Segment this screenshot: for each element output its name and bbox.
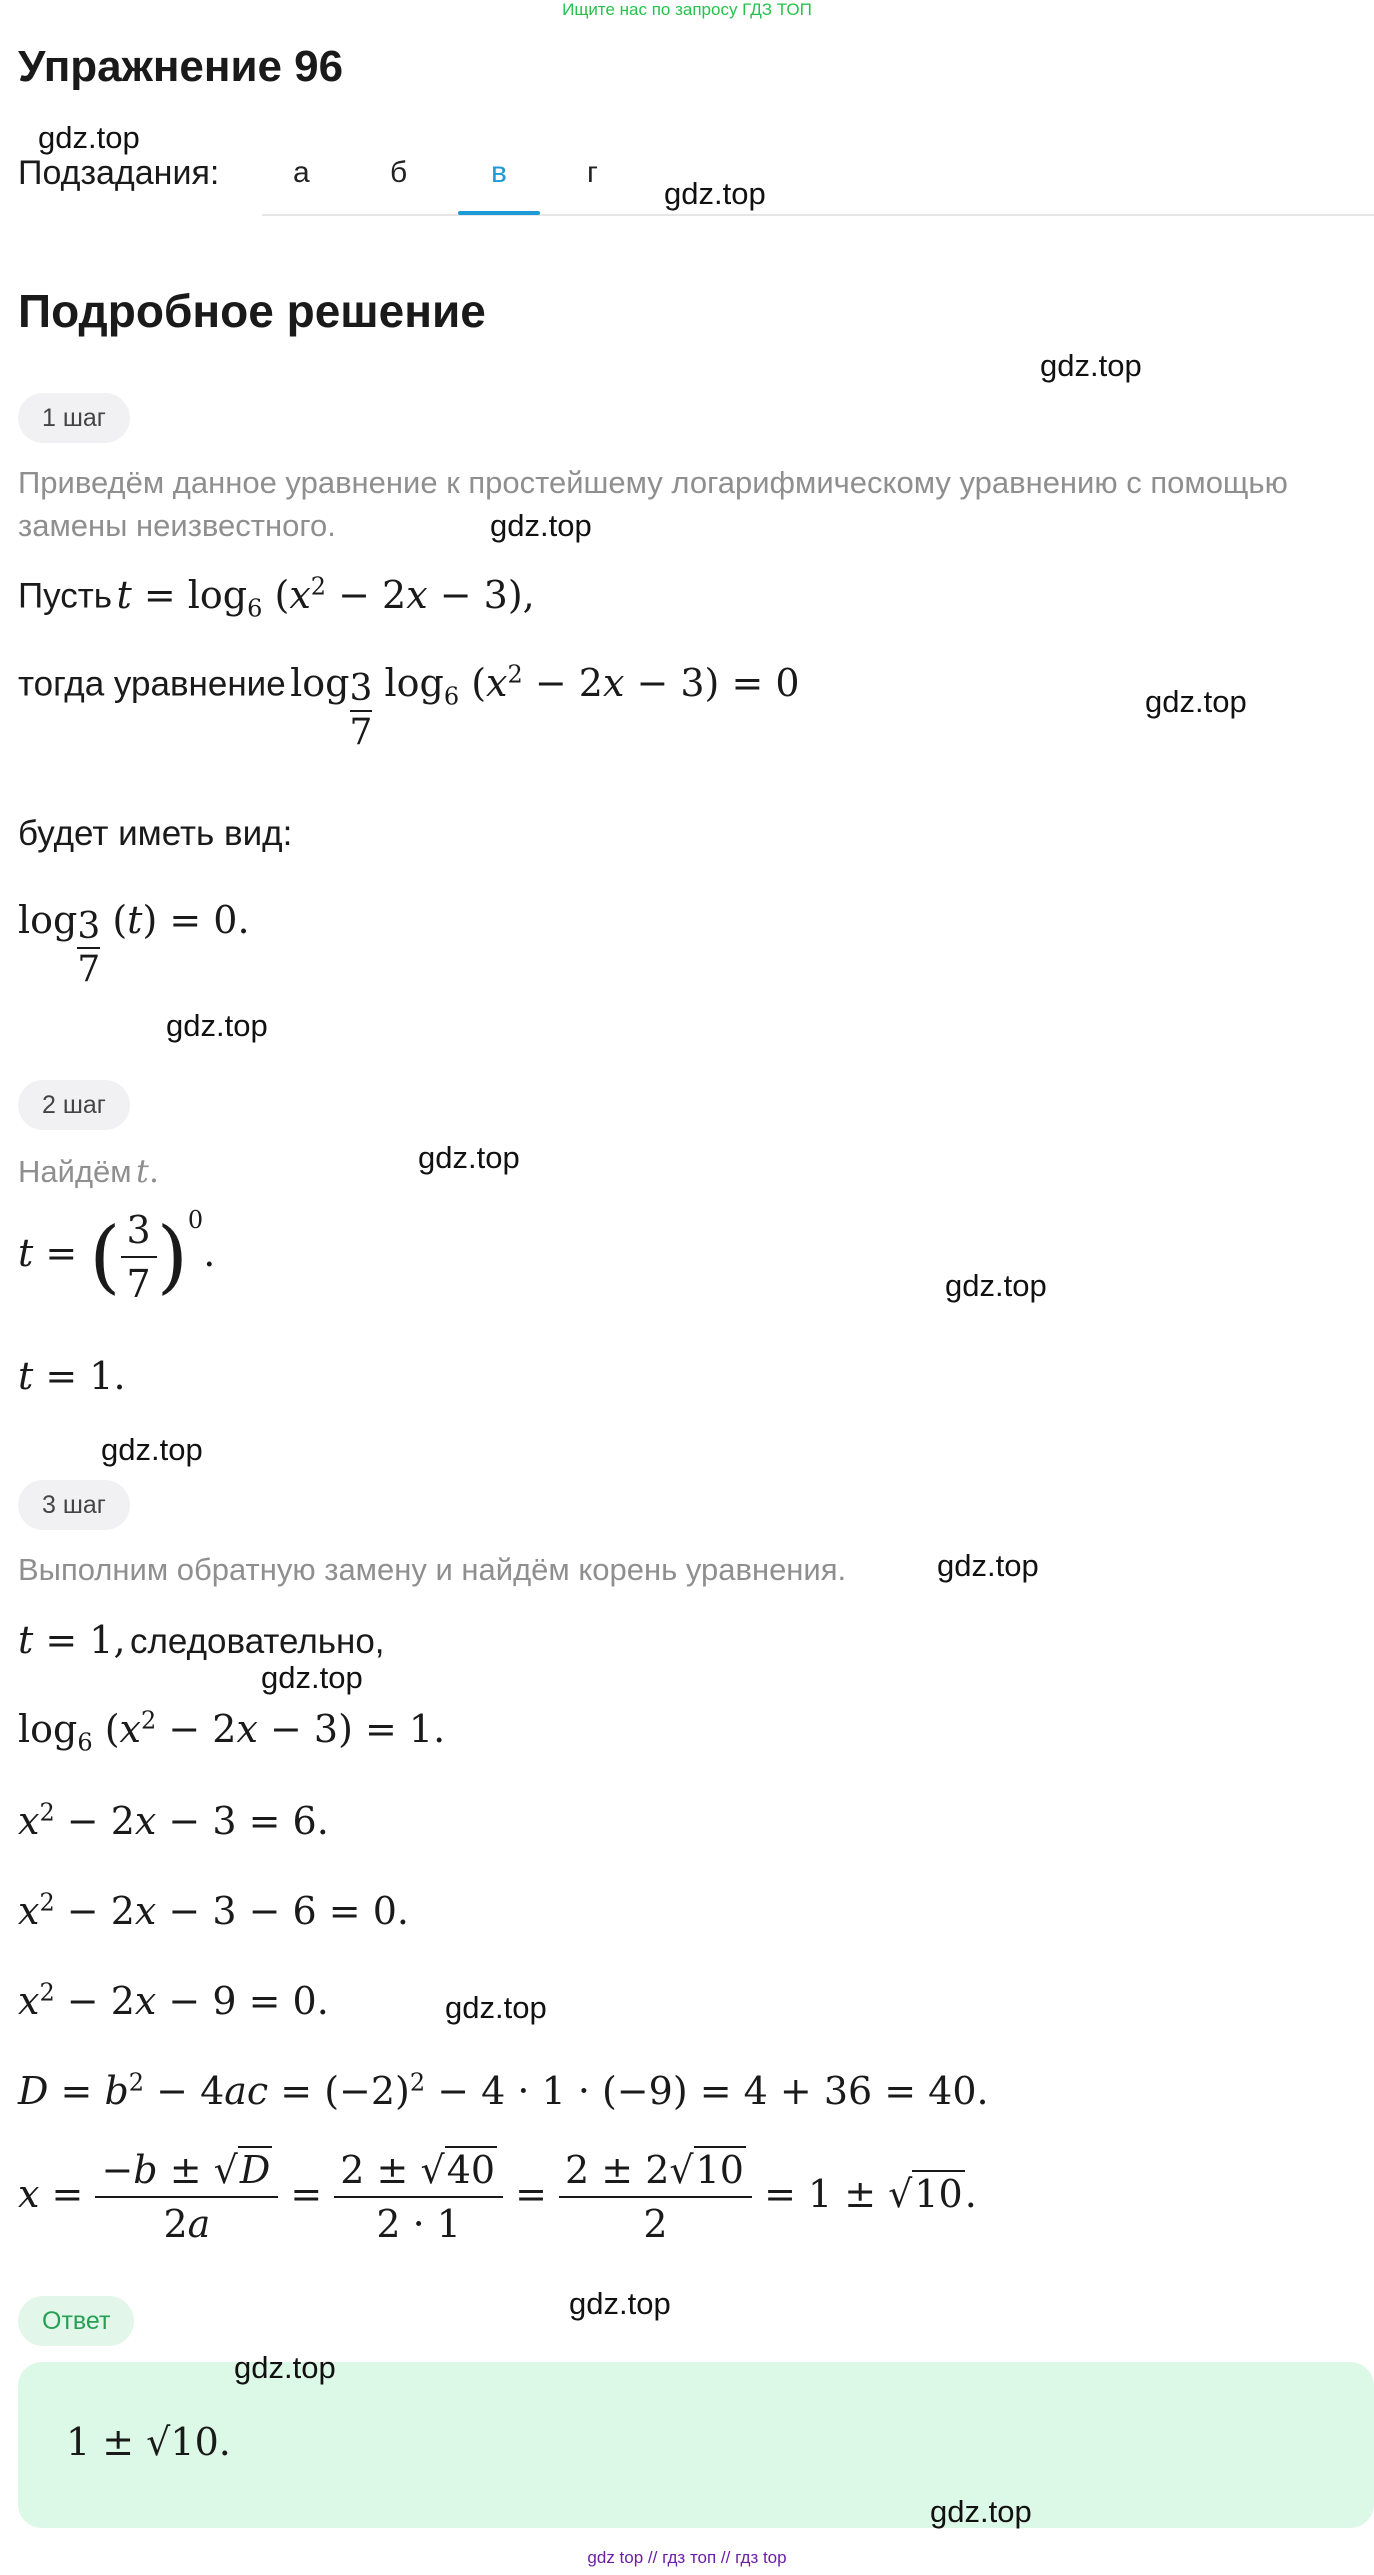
back-substitution-line: t = 1, следовательно, [18,1618,385,1662]
tab-b[interactable]: б [390,156,408,189]
watermark: gdz.top [445,1990,547,2025]
active-tab-indicator [458,211,540,215]
tabs-divider [262,214,1374,216]
math-roots: x = $\frac{-b \pm √D}{2a}$ = $\frac{2 \pm √40}{2 \cdot 1}$ = $\frac{2 \pm 2√10}{2}$ = 1 ± √10. [18,2148,977,2246]
watermark: gdz.top [937,1548,1039,1583]
watermark: gdz.top [261,1660,363,1695]
substitution-line [18,572,535,622]
equation-line [18,660,800,753]
watermark: gdz.top [38,120,140,155]
tab-v[interactable]: в [491,156,507,189]
watermark: gdz.top [234,2350,336,2385]
math-simplified: $\log\frac{3}{7}$ (t) = 0. [18,898,250,990]
footer-links[interactable]: gdz top // гдз топ // гдз top [587,2548,787,2567]
math-t-power: t = ( $\frac{3}{7}$ )$^0$. [18,1206,216,1306]
watermark: gdz.top [930,2494,1032,2529]
math-substitution: $t = \log_6 (x^2 - 2x - 3)$, [116,572,535,623]
math-discriminant: $D = b^2 - 4ac = (-2)^2 - 4 \cdot 1 \cdot (-9) = 4 + 36 = 40$. [18,2068,989,2113]
watermark: gdz.top [1040,348,1142,383]
watermark: gdz.top [490,508,592,543]
watermark: gdz.top [1145,684,1247,719]
step-hint: Приведём данное уравнение к простейшему логарифмическому уравнению с помощью [18,465,1288,500]
watermark: gdz.top [664,176,766,211]
watermark: gdz.top [101,1432,203,1467]
let-word: Пусть [18,576,113,616]
tab-a[interactable]: а [293,156,310,189]
therefore-text: следовательно, [130,1622,385,1661]
page-title: Упражнение 96 [18,42,344,91]
step-badge: 1 шаг [18,393,130,443]
math-t-value: t = 1. [18,1354,126,1398]
math-quadratic-2: $x^2 - 2x - 3 - 6 = 0$. [18,1888,409,1933]
step-hint-continued: замены неизвестного. [18,508,336,543]
answer-value: 1 ± √10. [66,2420,231,2464]
step-hint: Выполним обратную замену и найдём корень уравнения. [18,1552,847,1587]
section-title: Подробное решение [18,285,486,337]
answer-badge: Ответ [18,2296,134,2346]
subtasks-label: Подзадания: [18,154,220,192]
will-text: будет иметь вид: [18,814,293,853]
step-hint: Найдём t. [18,1152,160,1190]
watermark: gdz.top [569,2286,671,2321]
math-quadratic-3: $x^2 - 2x - 9 = 0$. [18,1978,329,2023]
math-quadratic-1: $x^2 - 2x - 3 = 6$. [18,1798,329,1843]
top-note: Ищите нас по запросу ГДЗ ТОП [562,0,812,19]
watermark: gdz.top [166,1008,268,1043]
math-log-equation: $\log_6 (x^2 - 2x - 3) = 1$. [18,1706,446,1757]
step-badge: 3 шаг [18,1480,130,1530]
then-text: тогда уравнение [18,664,286,704]
math-original-equation: $\log\frac{3}{7}$ $\log_6 (x^2 - 2x - 3) = 0$ [290,660,800,753]
tab-g[interactable]: г [587,156,598,189]
watermark: gdz.top [418,1140,520,1175]
step-badge: 2 шаг [18,1080,130,1130]
watermark: gdz.top [945,1268,1047,1303]
